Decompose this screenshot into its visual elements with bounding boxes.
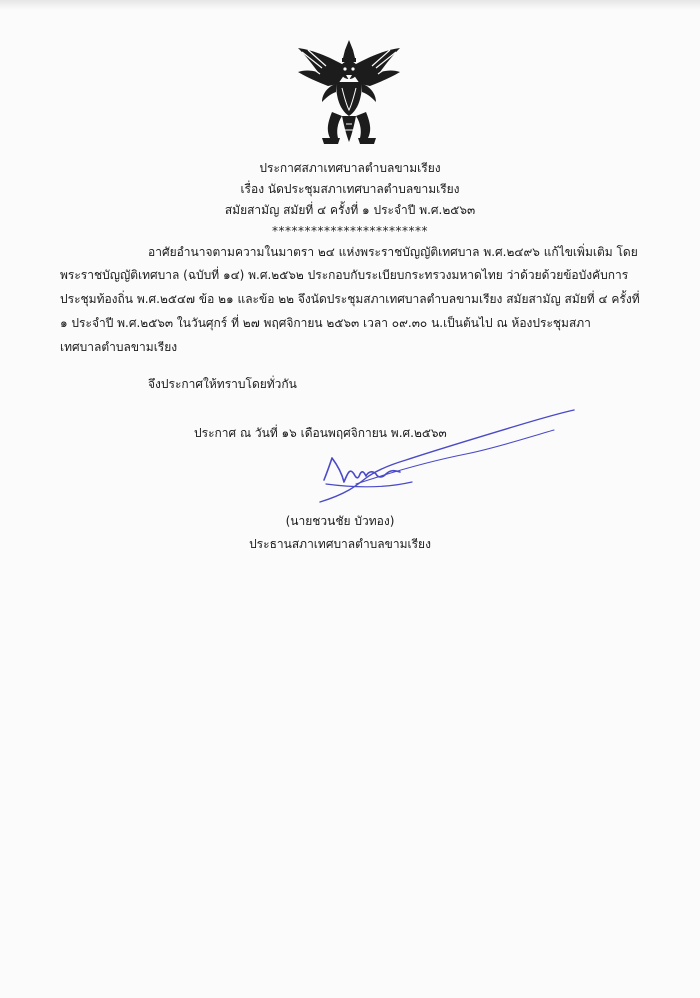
body-paragraph-line-4: ๑ ประจำปี พ.ศ.๒๕๖๓ ในวันศุกร์ ที่ ๒๗ พฤศจิกายน ๒๕๖๓ เวลา ๐๙.๓๐ น.เป็นต้นไป ณ ห้องประชุมสภา [60,316,591,330]
announcement-title: ประกาศสภาเทศบาลตำบลขามเรียง [259,161,441,175]
signatory-name: (นายชวนชัย บัวทอง) [285,514,395,528]
asterisk-divider: ************************ [272,224,428,238]
body-paragraph-line-5: เทศบาลตำบลขามเรียง [60,340,178,354]
announcement-session: สมัยสามัญ สมัยที่ ๔ ครั้งที่ ๑ ประจำปี พ.ศ.๒๕๖๓ [224,203,476,217]
announcement-date: ประกาศ ณ วันที่ ๑๖ เดือนพฤศจิกายน พ.ศ.๒๕๖๓ [194,426,447,440]
announcement-subject: เรื่อง นัดประชุมสภาเทศบาลตำบลขามเรียง [240,182,460,196]
garuda-emblem-icon [292,38,406,146]
closing-statement: จึงประกาศให้ทราบโดยทั่วกัน [148,377,297,391]
scan-edge [0,0,700,10]
body-paragraph-line-1: อาศัยอำนาจตามความในมาตรา ๒๔ แห่งพระราชบัญญัติเทศบาล พ.ศ.๒๔๙๖ แก้ไขเพิ่มเติม โดย [148,245,638,259]
handwritten-signature-icon [316,408,578,508]
signatory-position: ประธานสภาเทศบาลตำบลขามเรียง [249,537,431,551]
body-paragraph-line-2: พระราชบัญญัติเทศบาล (ฉบับที่ ๑๔) พ.ศ.๒๕๖๒ ประกอบกับระเบียบกระทรวงมหาดไทย ว่าด้วยด้วยข้อบังคับการ [60,268,629,282]
body-paragraph-line-3: ประชุมท้องถิ่น พ.ศ.๒๕๔๗ ข้อ ๒๑ และข้อ ๒๒ จึงนัดประชุมสภาเทศบาลตำบลขามเรียง สมัยสามัญ สมัยที่ ๔ ครั้งที่ [60,292,640,306]
